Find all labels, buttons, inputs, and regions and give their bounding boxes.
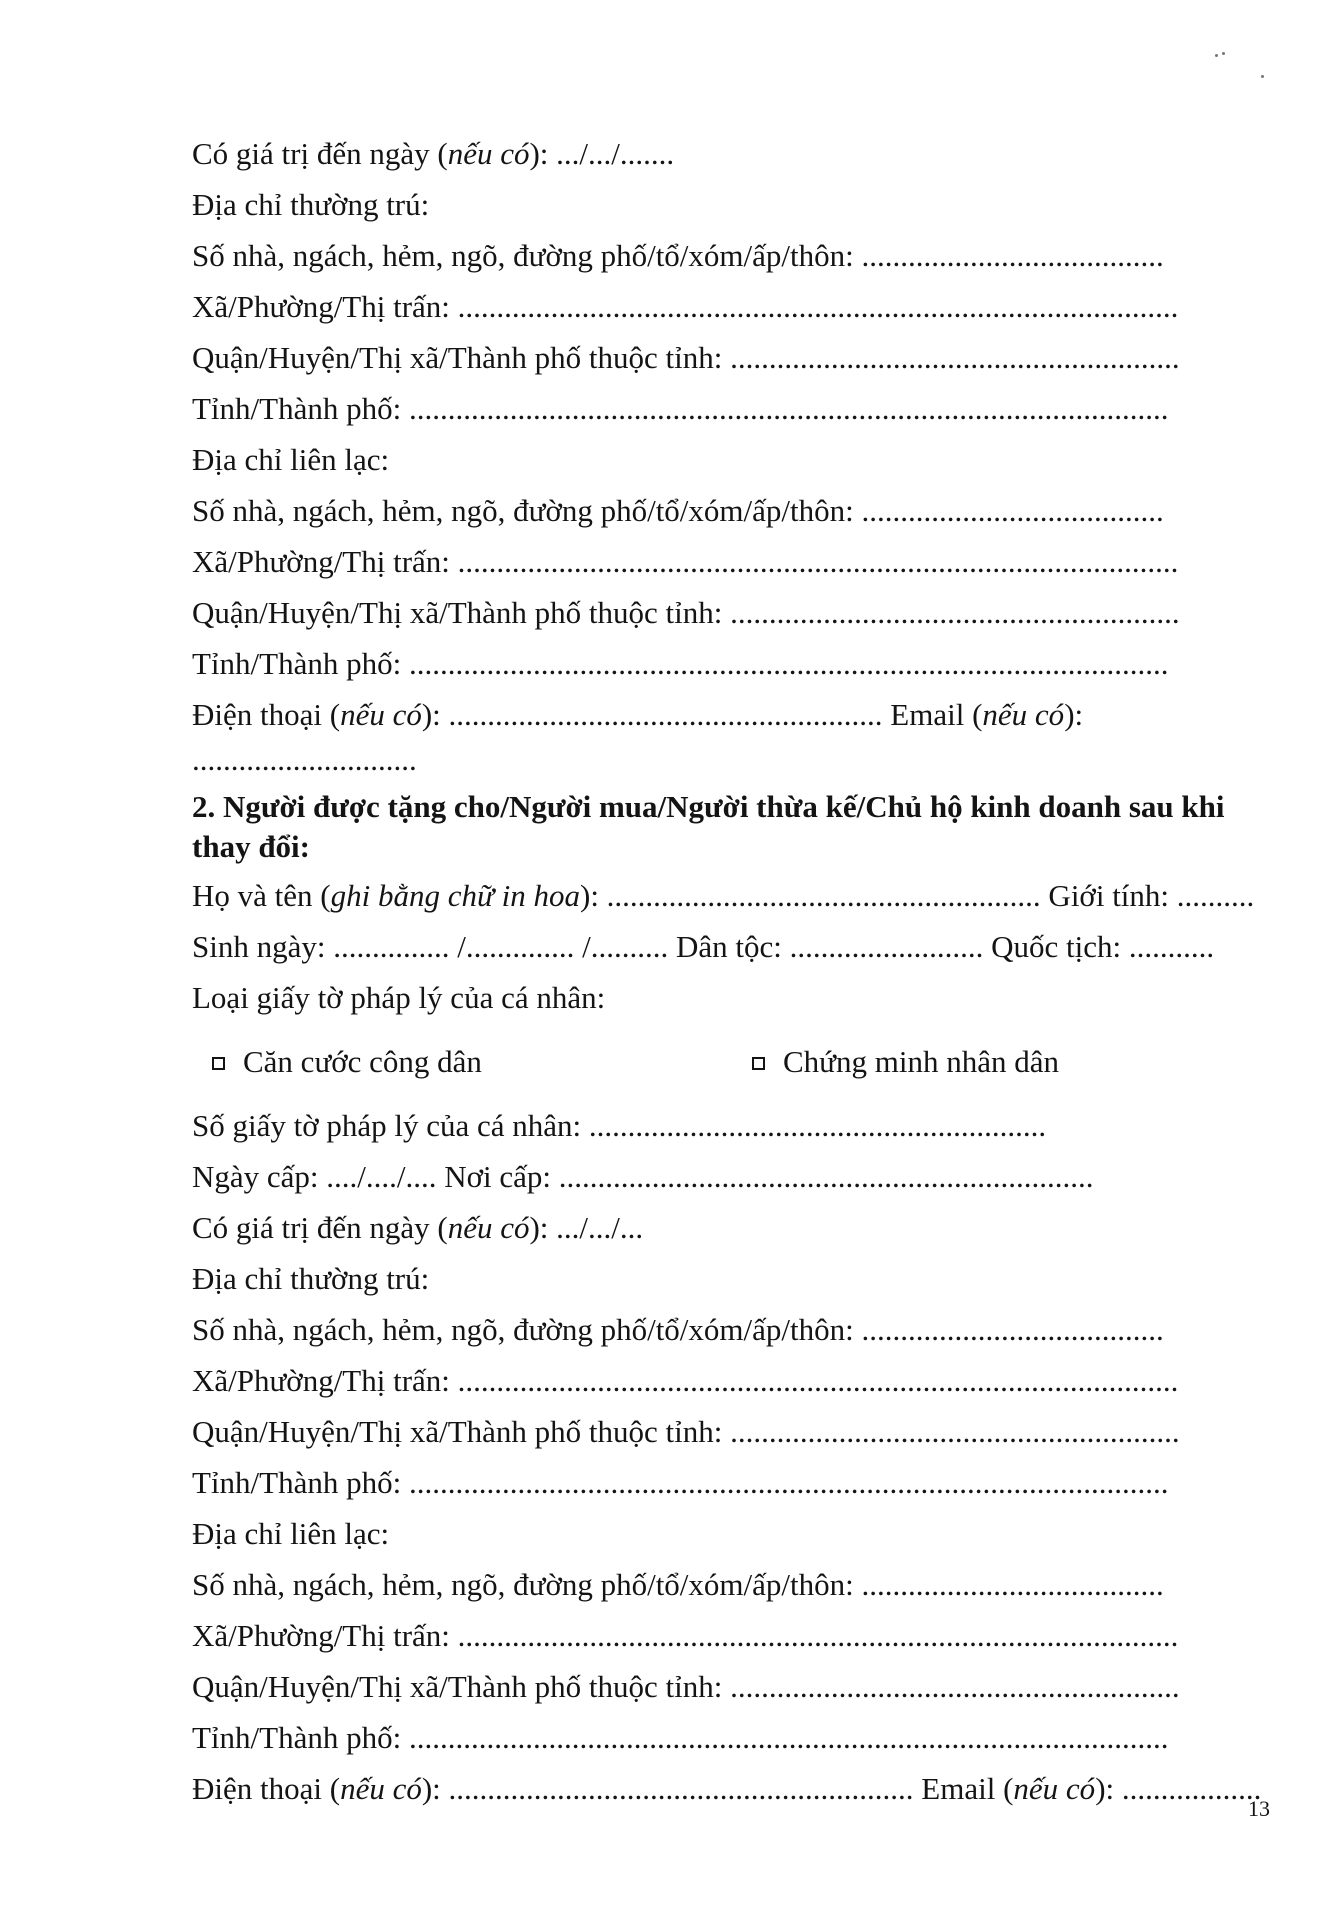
street-field[interactable]: Số nhà, ngách, hẻm, ngõ, đường phố/tổ/xóm/ấp/thôn: ....................................... xyxy=(192,493,1164,528)
province-field[interactable]: Tỉnh/Thành phố: .................................................................................................. xyxy=(192,646,1169,681)
ward-field[interactable]: Xã/Phường/Thị trấn: ............................................................................................. xyxy=(192,544,1179,579)
issue-date-place-field[interactable]: Ngày cấp: ..../..../.... Nơi cấp: ..................................................................... xyxy=(192,1159,1094,1194)
scan-speck xyxy=(1261,75,1264,78)
option-national-id[interactable] xyxy=(752,1046,1059,1077)
street-field[interactable]: Số nhà, ngách, hẻm, ngõ, đường phố/tổ/xóm/ấp/thôn: ....................................... xyxy=(192,1312,1164,1347)
contact-address-label: Địa chỉ liên lạc: xyxy=(192,442,390,477)
province-field[interactable]: Tỉnh/Thành phố: .................................................................................................. xyxy=(192,391,1169,426)
dob-ethnicity-nationality-line[interactable]: Sinh ngày: ............... /.............. /.......... Dân tộc: ......................... Quốc tịch: ........... xyxy=(192,929,1215,964)
ward-field[interactable]: Xã/Phường/Thị trấn: ............................................................................................. xyxy=(192,1363,1179,1398)
phone-email-line[interactable]: Điện thoại (nếu có): ............................................................ Email (nếu có): .................. xyxy=(192,1771,1262,1806)
checkbox-icon[interactable] xyxy=(752,1057,765,1070)
option-label: Căn cước công dân xyxy=(243,1044,482,1079)
email-continuation-field[interactable]: ............................. xyxy=(192,742,417,777)
valid-until-line: Có giá trị đến ngày (nếu có): .../.../....... xyxy=(192,136,675,171)
option-label: Chứng minh nhân dân xyxy=(783,1044,1059,1079)
district-field[interactable]: Quận/Huyện/Thị xã/Thành phố thuộc tỉnh: .......................................................... xyxy=(192,595,1180,630)
province-field[interactable]: Tỉnh/Thành phố: .................................................................................................. xyxy=(192,1465,1169,1500)
page-number: 13 xyxy=(1248,1796,1270,1821)
permanent-address-label: Địa chỉ thường trú: xyxy=(192,187,430,222)
ward-field[interactable]: Xã/Phường/Thị trấn: ............................................................................................. xyxy=(192,289,1179,324)
phone-email-line[interactable]: Điện thoại (nếu có): ........................................................ Email (nếu có): xyxy=(192,697,1084,732)
option-citizen-id[interactable] xyxy=(212,1046,482,1077)
province-field[interactable]: Tỉnh/Thành phố: .................................................................................................. xyxy=(192,1720,1169,1755)
street-field[interactable]: Số nhà, ngách, hẻm, ngõ, đường phố/tổ/xóm/ấp/thôn: ....................................... xyxy=(192,1567,1164,1602)
contact-address-label: Địa chỉ liên lạc: xyxy=(192,1516,390,1551)
permanent-address-label: Địa chỉ thường trú: xyxy=(192,1261,430,1296)
legal-doc-number-field[interactable]: Số giấy tờ pháp lý của cá nhân: ........................................................... xyxy=(192,1108,1047,1143)
ward-field[interactable]: Xã/Phường/Thị trấn: ............................................................................................. xyxy=(192,1618,1179,1653)
full-name-line[interactable]: Họ và tên (ghi bằng chữ in hoa): ........................................................ Giới tính: .......... xyxy=(192,878,1255,913)
valid-until-line[interactable]: Có giá trị đến ngày (nếu có): .../.../... xyxy=(192,1210,644,1245)
legal-doc-type-label: Loại giấy tờ pháp lý của cá nhân: xyxy=(192,980,606,1015)
section-2-heading: 2. Người được tặng cho/Người mua/Người thừa kế/Chủ hộ kinh doanh sau khi thay đổi: xyxy=(192,789,1225,864)
street-field[interactable]: Số nhà, ngách, hẻm, ngõ, đường phố/tổ/xóm/ấp/thôn: ....................................... xyxy=(192,238,1164,273)
district-field[interactable]: Quận/Huyện/Thị xã/Thành phố thuộc tỉnh: .......................................................... xyxy=(192,340,1180,375)
district-field[interactable]: Quận/Huyện/Thị xã/Thành phố thuộc tỉnh: .......................................................... xyxy=(192,1414,1180,1449)
scan-speck xyxy=(1222,52,1225,55)
district-field[interactable]: Quận/Huyện/Thị xã/Thành phố thuộc tỉnh: .......................................................... xyxy=(192,1669,1180,1704)
checkbox-icon[interactable] xyxy=(212,1057,225,1070)
scan-speck xyxy=(1215,54,1218,57)
